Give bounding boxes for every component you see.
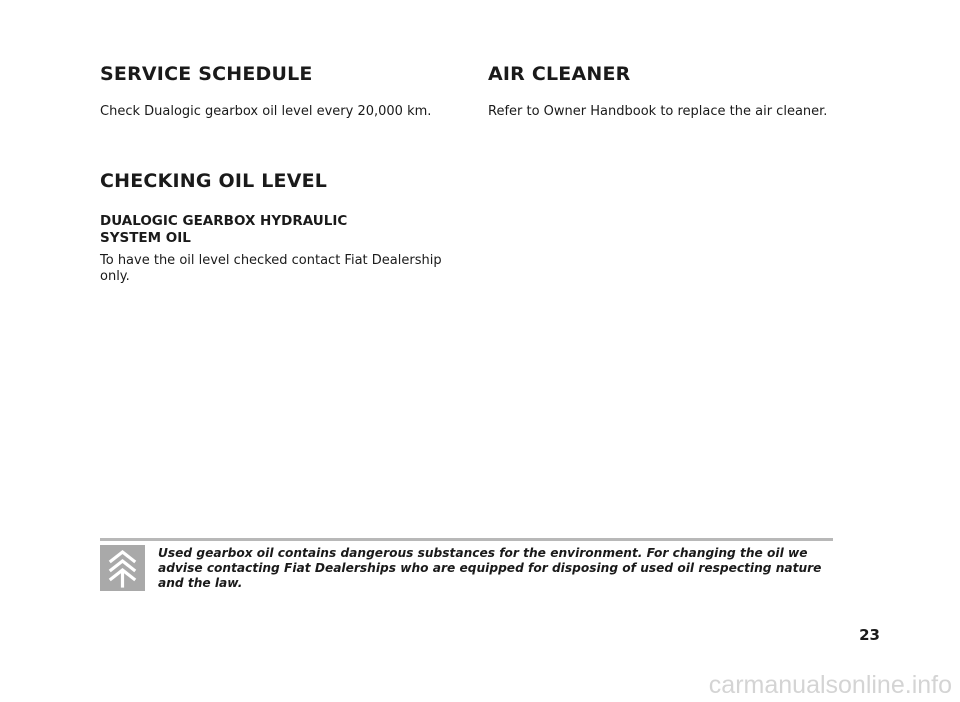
watermark: carmanualsonline.info bbox=[708, 671, 952, 699]
checking-oil-level-text: To have the oil level checked contact Fiat Dealership only. bbox=[100, 253, 442, 284]
environment-arrows-icon bbox=[100, 545, 145, 591]
air-cleaner-heading: AIR CLEANER bbox=[488, 63, 631, 85]
note-divider bbox=[100, 538, 833, 541]
service-schedule-heading: SERVICE SCHEDULE bbox=[100, 63, 313, 85]
service-schedule-text: Check Dualogic gearbox oil level every 20,000 km. bbox=[100, 104, 432, 119]
page-number: 23 bbox=[859, 626, 880, 644]
air-cleaner-text: Refer to Owner Handbook to replace the air cleaner. bbox=[488, 104, 828, 119]
environment-note-text: Used gearbox oil contains dangerous substances for the environment. For changing the oil we advise contacting Fiat Dealerships who are equipped for disposing of used oil respecting nature and the law. bbox=[158, 546, 822, 590]
checking-oil-level-heading: CHECKING OIL LEVEL bbox=[100, 170, 328, 192]
dualogic-hydraulic-oil-subheading: DUALOGIC GEARBOX HYDRAULIC SYSTEM OIL bbox=[100, 213, 348, 246]
